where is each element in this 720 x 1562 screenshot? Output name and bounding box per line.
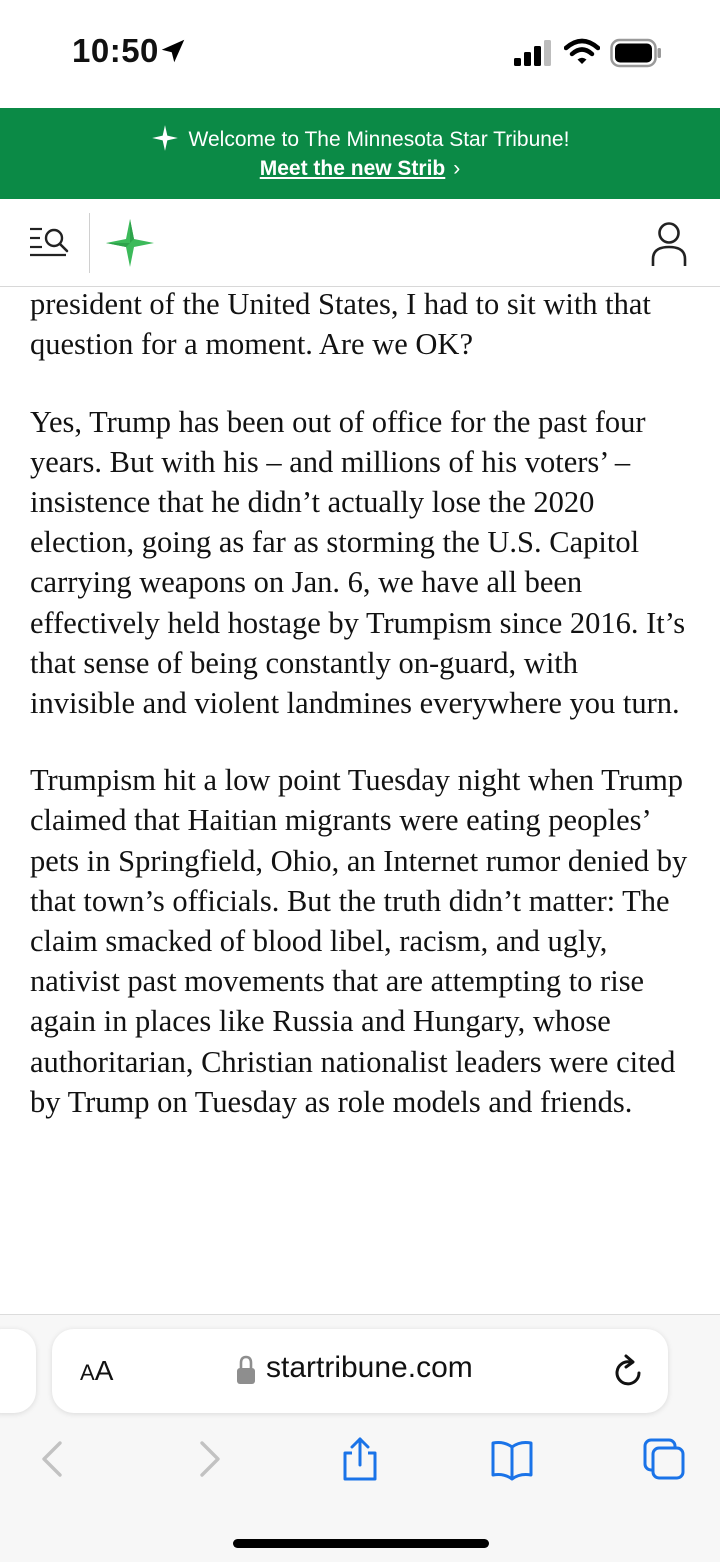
site-header <box>0 199 720 287</box>
menu-search-icon[interactable] <box>28 225 74 257</box>
article-paragraph: Yes, Trump has been out of office for the past four years. But with his – and millions of his voters’ – insistence that he didn’t actually lose the 2020 election, going as far as storming the U.S. Capitol carrying weapons on Jan. 6, we have all been effectively held hostage by Trumpism since 2016. It’s that sense of being constantly on-guard, with invisible and violent landmines everywhere you turn. <box>30 404 686 721</box>
lock-icon <box>236 1355 256 1385</box>
reload-icon[interactable] <box>612 1353 646 1389</box>
forward-icon[interactable] <box>186 1437 230 1481</box>
cellular-signal-icon <box>514 40 554 66</box>
meet-new-strib-link[interactable]: Meet the new Strib <box>259 157 446 180</box>
text-size-button[interactable] <box>80 1355 113 1387</box>
bookmarks-icon[interactable] <box>490 1437 534 1481</box>
text-size-small-a: A <box>80 1360 95 1385</box>
article-paragraph: president of the United States, I had to sit with that question for a moment. Are we OK? <box>30 287 651 362</box>
chevron-right-icon: › <box>453 157 461 180</box>
browser-toolbar <box>0 1314 720 1562</box>
location-arrow-icon <box>158 36 188 66</box>
battery-icon <box>610 38 662 68</box>
previous-tab-preview[interactable] <box>0 1329 36 1413</box>
banner-link-row[interactable] <box>0 157 720 181</box>
banner-welcome-row <box>0 124 720 152</box>
star-tribune-logo[interactable] <box>104 217 156 269</box>
welcome-banner[interactable] <box>0 108 720 199</box>
wifi-icon <box>564 38 600 66</box>
url-text: startribune.com <box>266 1351 473 1384</box>
tabs-icon[interactable] <box>642 1437 686 1481</box>
address-bar[interactable] <box>52 1329 668 1413</box>
text-size-big-a: A <box>94 1355 114 1386</box>
share-icon[interactable] <box>338 1437 382 1481</box>
header-divider <box>89 213 90 273</box>
back-icon[interactable] <box>32 1437 76 1481</box>
status-time: 10:50 <box>72 32 159 69</box>
home-indicator <box>233 1539 489 1548</box>
status-bar <box>0 0 720 108</box>
banner-welcome-text: Welcome to The Minnesota Star Tribune! <box>188 128 570 151</box>
sparkle-icon <box>151 124 179 152</box>
article-paragraph: Trumpism hit a low point Tuesday night when Trump claimed that Haitian migrants were eating peoples’ pets in Springfield, Ohio, an Internet rumor denied by that town’s officials. But the truth didn’t matter: The claim smacked of blood libel, racism, and ugly, nativist past movements that are attempting to rise again in places like Russia and Hungary, whose authoritarian, Christian nationalist leaders were cited by Trump on Tuesday as role models and friends. <box>30 763 688 1119</box>
article-body <box>0 244 720 1314</box>
user-icon[interactable] <box>650 221 688 267</box>
